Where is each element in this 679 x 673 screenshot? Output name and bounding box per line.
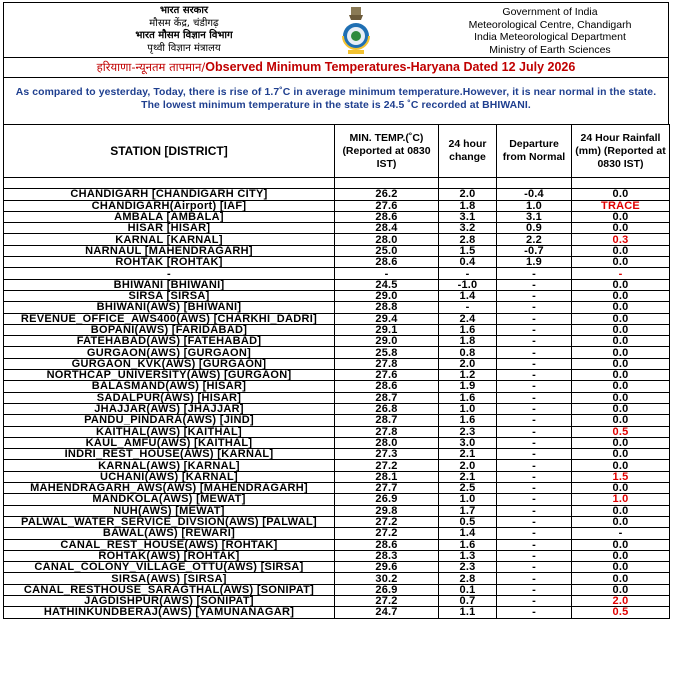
imd-emblem-icon (339, 6, 373, 56)
departure-cell: 3.1 (497, 211, 572, 222)
departure-cell: -0.7 (497, 245, 572, 256)
min-temp-cell: 27.2 (335, 595, 439, 606)
change-cell: -1.0 (439, 279, 497, 290)
table-row (4, 449, 670, 460)
min-temp-cell: 27.8 (335, 358, 439, 369)
table-row (4, 528, 670, 539)
change-cell: 1.7 (439, 505, 497, 516)
station-cell: GURGAON_KVK(AWS) [GURGAON] (4, 358, 335, 369)
change-cell: 2.5 (439, 483, 497, 494)
min-temp-cell: 26.9 (335, 494, 439, 505)
station-cell: HATHINKUNDBERAJ(AWS) [YAMUNANAGAR] (4, 607, 335, 618)
min-temp-cell: 28.3 (335, 550, 439, 561)
rainfall-cell: 0.0 (572, 403, 670, 414)
table-row (4, 562, 670, 573)
table-row (4, 426, 670, 437)
change-cell: 3.0 (439, 437, 497, 448)
table-row (4, 245, 670, 256)
min-temp-cell: 27.6 (335, 200, 439, 211)
change-cell: 2.8 (439, 234, 497, 245)
min-temp-cell: 25.0 (335, 245, 439, 256)
change-cell: 1.9 (439, 381, 497, 392)
change-cell: 2.0 (439, 460, 497, 471)
station-cell: JAGDISHPUR(AWS) [SONIPAT] (4, 595, 335, 606)
station-cell: KAITHAL(AWS) [KAITHAL] (4, 426, 335, 437)
table-row (4, 290, 670, 301)
rainfall-cell: 0.0 (572, 313, 670, 324)
departure-cell: - (497, 516, 572, 527)
station-cell: SADALPUR(AWS) [HISAR] (4, 392, 335, 403)
change-cell: 1.2 (439, 370, 497, 381)
temperature-table (3, 124, 670, 619)
header-english-line: India Meteorological Department (474, 31, 626, 44)
min-temp-cell: 28.6 (335, 211, 439, 222)
change-cell: 0.5 (439, 516, 497, 527)
departure-cell: 2.2 (497, 234, 572, 245)
header-hindi (99, 5, 269, 55)
min-temp-cell: 30.2 (335, 573, 439, 584)
table-row (4, 200, 670, 211)
rainfall-cell: 0.0 (572, 257, 670, 268)
min-temp-cell: 27.3 (335, 449, 439, 460)
station-cell: ROHTAK(AWS) [ROHTAK] (4, 550, 335, 561)
change-cell: 2.0 (439, 358, 497, 369)
spacer-row (4, 178, 670, 189)
departure-cell: - (497, 302, 572, 313)
rainfall-cell: 0.0 (572, 347, 670, 358)
rainfall-cell: 0.0 (572, 437, 670, 448)
station-cell: BHIWANI(AWS) [BHIWANI] (4, 302, 335, 313)
departure-cell: -0.4 (497, 189, 572, 200)
change-cell: 0.4 (439, 257, 497, 268)
departure-cell: - (497, 550, 572, 561)
station-cell: JHAJJAR(AWS) [JHAJJAR] (4, 403, 335, 414)
header-hindi-line: भारत सरकार (159, 5, 209, 16)
table-body (4, 178, 670, 619)
table-row (4, 550, 670, 561)
change-cell: 1.5 (439, 245, 497, 256)
table-row (4, 494, 670, 505)
min-temp-cell: - (335, 268, 439, 279)
change-cell: 0.8 (439, 347, 497, 358)
station-cell: - (4, 268, 335, 279)
station-cell: BALASMAND(AWS) [HISAR] (4, 381, 335, 392)
min-temp-cell: 28.0 (335, 437, 439, 448)
change-cell: 2.3 (439, 562, 497, 573)
departure-cell: - (497, 539, 572, 550)
table-row (4, 257, 670, 268)
departure-cell: - (497, 403, 572, 414)
station-cell: SIRSA [SIRSA] (4, 290, 335, 301)
departure-cell: 1.0 (497, 200, 572, 211)
col-rainfall-header: 24 Hour Rainfall (mm) (Reported at 0830 IST) (572, 125, 670, 178)
departure-cell: - (497, 381, 572, 392)
departure-cell: - (497, 336, 572, 347)
rainfall-cell: 0.0 (572, 324, 670, 335)
min-temp-cell: 29.6 (335, 562, 439, 573)
table-row (4, 573, 670, 584)
rainfall-cell: - (572, 528, 670, 539)
station-cell: NORTHCAP_UNIVERSITY(AWS) [GURGAON] (4, 370, 335, 381)
departure-cell: - (497, 607, 572, 618)
table-row (4, 584, 670, 595)
rainfall-cell: 0.0 (572, 392, 670, 403)
departure-cell: - (497, 437, 572, 448)
min-temp-cell: 28.0 (335, 234, 439, 245)
title-english: Observed Minimum Temperatures-Haryana Dated 12 July 2026 (205, 60, 576, 74)
min-temp-cell: 27.7 (335, 483, 439, 494)
departure-cell: - (497, 290, 572, 301)
station-cell: BOPANI(AWS) [FARIDABAD] (4, 324, 335, 335)
min-temp-cell: 27.2 (335, 460, 439, 471)
table-row (4, 403, 670, 414)
change-cell: 1.0 (439, 494, 497, 505)
rainfall-cell: 0.5 (572, 426, 670, 437)
change-cell: 1.4 (439, 290, 497, 301)
change-cell: 1.8 (439, 336, 497, 347)
departure-cell: 0.9 (497, 223, 572, 234)
table-row (4, 505, 670, 516)
station-cell: CANAL_REST_HOUSE(AWS) [ROHTAK] (4, 539, 335, 550)
min-temp-cell: 27.8 (335, 426, 439, 437)
departure-cell: - (497, 471, 572, 482)
rainfall-cell: 0.0 (572, 302, 670, 313)
departure-cell: - (497, 313, 572, 324)
rainfall-cell: 0.0 (572, 516, 670, 527)
rainfall-cell: 0.0 (572, 290, 670, 301)
change-cell: 2.0 (439, 189, 497, 200)
departure-cell: - (497, 392, 572, 403)
min-temp-cell: 29.1 (335, 324, 439, 335)
rainfall-cell: 0.0 (572, 539, 670, 550)
station-cell: KAUL_AMFU(AWS) [KAITHAL] (4, 437, 335, 448)
station-cell: MANDKOLA(AWS) [MEWAT] (4, 494, 335, 505)
table-row (4, 483, 670, 494)
station-cell: UCHANI(AWS) [KARNAL] (4, 471, 335, 482)
departure-cell: - (497, 268, 572, 279)
header-hindi-line: पृथ्वी विज्ञान मंत्रालय (147, 42, 221, 54)
departure-cell: - (497, 562, 572, 573)
station-cell: PANDU_PINDARA(AWS) [JIND] (4, 415, 335, 426)
station-cell: BAWAL(AWS) [REWARI] (4, 528, 335, 539)
col-change-header: 24 hour change (439, 125, 497, 178)
departure-cell: - (497, 460, 572, 471)
departure-cell: - (497, 279, 572, 290)
change-cell: 1.3 (439, 550, 497, 561)
table-row (4, 223, 670, 234)
col-min-temp-header: MIN. TEMP.(˚C) (Reported at 0830 IST) (335, 125, 439, 178)
report-title (3, 58, 669, 78)
table-row (4, 234, 670, 245)
min-temp-cell: 27.2 (335, 528, 439, 539)
header-english-line: Government of India (502, 6, 598, 18)
departure-cell: - (497, 358, 572, 369)
station-cell: CHANDIGARH(Airport) [IAF] (4, 200, 335, 211)
min-temp-cell: 28.4 (335, 223, 439, 234)
min-temp-cell: 24.7 (335, 607, 439, 618)
change-cell: 2.8 (439, 573, 497, 584)
min-temp-cell: 24.5 (335, 279, 439, 290)
station-cell: AMBALA [AMBALA] (4, 211, 335, 222)
table-row (4, 595, 670, 606)
table-row (4, 302, 670, 313)
table-row (4, 268, 670, 279)
header-hindi-line: मौसम केंद्र, चंडीगढ़ (149, 17, 219, 29)
departure-cell: - (497, 584, 572, 595)
table-row (4, 381, 670, 392)
min-temp-cell: 28.1 (335, 471, 439, 482)
min-temp-cell: 28.6 (335, 539, 439, 550)
rainfall-cell: 0.0 (572, 279, 670, 290)
header-english (440, 6, 660, 56)
station-cell: CANAL_COLONY_VILLAGE_OTTU(AWS) [SIRSA] (4, 562, 335, 573)
table-row (4, 279, 670, 290)
station-cell: ROHTAK [ROHTAK] (4, 257, 335, 268)
station-cell: BHIWANI [BHIWANI] (4, 279, 335, 290)
table-row (4, 211, 670, 222)
change-cell: 1.1 (439, 607, 497, 618)
departure-cell: - (497, 449, 572, 460)
departure-cell: - (497, 347, 572, 358)
change-cell: 1.6 (439, 415, 497, 426)
col-departure-header: Departure from Normal (497, 125, 572, 178)
rainfall-cell: - (572, 268, 670, 279)
change-cell: 1.6 (439, 324, 497, 335)
report-header (3, 2, 669, 58)
min-temp-cell: 27.6 (335, 370, 439, 381)
table-row (4, 189, 670, 200)
departure-cell: - (497, 595, 572, 606)
table-row (4, 370, 670, 381)
rainfall-cell: 0.0 (572, 449, 670, 460)
change-cell: 1.6 (439, 539, 497, 550)
rainfall-cell: 0.0 (572, 483, 670, 494)
departure-cell: - (497, 483, 572, 494)
rainfall-cell: 0.0 (572, 550, 670, 561)
change-cell: 2.3 (439, 426, 497, 437)
table-row (4, 324, 670, 335)
rainfall-cell: 0.3 (572, 234, 670, 245)
min-temp-cell: 28.7 (335, 392, 439, 403)
change-cell: 1.8 (439, 200, 497, 211)
rainfall-cell: 0.0 (572, 211, 670, 222)
table-row (4, 516, 670, 527)
table-row (4, 471, 670, 482)
departure-cell: - (497, 426, 572, 437)
rainfall-cell: 0.0 (572, 370, 670, 381)
table-row (4, 336, 670, 347)
table-row (4, 437, 670, 448)
change-cell: 2.1 (439, 449, 497, 460)
min-temp-cell: 28.7 (335, 415, 439, 426)
table-row (4, 539, 670, 550)
change-cell: - (439, 302, 497, 313)
table-row (4, 415, 670, 426)
station-cell: HISAR [HISAR] (4, 223, 335, 234)
rainfall-cell: 2.0 (572, 595, 670, 606)
table-row (4, 392, 670, 403)
station-cell: CANAL_RESTHOUSE_SARAGTHAL(AWS) [SONIPAT] (4, 584, 335, 595)
min-temp-cell: 28.6 (335, 257, 439, 268)
rainfall-cell: 0.0 (572, 415, 670, 426)
change-cell: - (439, 268, 497, 279)
departure-cell: - (497, 415, 572, 426)
rainfall-cell: 0.0 (572, 460, 670, 471)
station-cell: KARNAL [KARNAL] (4, 234, 335, 245)
departure-cell: - (497, 528, 572, 539)
departure-cell: - (497, 370, 572, 381)
col-station-header: STATION [DISTRICT] (4, 125, 335, 178)
change-cell: 2.4 (439, 313, 497, 324)
rainfall-cell: 0.0 (572, 223, 670, 234)
station-cell: CHANDIGARH [CHANDIGARH CITY] (4, 189, 335, 200)
summary-text: As compared to yesterday, Today, there is rise of 1.7˚C in average minimum temperature.However, it is near normal in the state. The lowest minimum temperature in the state is 24.5 ˚C recorded at BHIWANI. (3, 78, 669, 125)
rainfall-cell: 0.0 (572, 336, 670, 347)
table-row (4, 607, 670, 618)
min-temp-cell: 27.2 (335, 516, 439, 527)
rainfall-cell: 0.0 (572, 189, 670, 200)
rainfall-cell: 0.0 (572, 358, 670, 369)
station-cell: KARNAL(AWS) [KARNAL] (4, 460, 335, 471)
min-temp-cell: 28.6 (335, 381, 439, 392)
change-cell: 0.1 (439, 584, 497, 595)
rainfall-cell: 1.0 (572, 494, 670, 505)
header-english-line: Ministry of Earth Sciences (489, 43, 611, 56)
change-cell: 1.6 (439, 392, 497, 403)
header-hindi-line: भारत मौसम विज्ञान विभाग (135, 30, 233, 41)
change-cell: 0.7 (439, 595, 497, 606)
header-english-line: Meteorological Centre, Chandigarh (468, 18, 632, 31)
rainfall-cell: 1.5 (572, 471, 670, 482)
min-temp-cell: 25.8 (335, 347, 439, 358)
station-cell: PALWAL_WATER_SERVICE_DIVSION(AWS) [PALWAL] (4, 516, 335, 527)
rainfall-cell: 0.0 (572, 573, 670, 584)
rainfall-cell: 0.0 (572, 381, 670, 392)
min-temp-cell: 28.8 (335, 302, 439, 313)
departure-cell: - (497, 324, 572, 335)
table-header-row (4, 125, 670, 178)
title-hindi: हरियाणा-न्यूनतम तापमान/ (96, 60, 206, 74)
station-cell: SIRSA(AWS) [SIRSA] (4, 573, 335, 584)
rainfall-cell: 0.0 (572, 584, 670, 595)
table-row (4, 347, 670, 358)
min-temp-cell: 26.2 (335, 189, 439, 200)
station-cell: INDRI_REST_HOUSE(AWS) [KARNAL] (4, 449, 335, 460)
table-row (4, 460, 670, 471)
departure-cell: - (497, 494, 572, 505)
departure-cell: 1.9 (497, 257, 572, 268)
min-temp-cell: 29.4 (335, 313, 439, 324)
min-temp-cell: 29.0 (335, 290, 439, 301)
rainfall-cell: 0.5 (572, 607, 670, 618)
change-cell: 3.1 (439, 211, 497, 222)
min-temp-cell: 29.8 (335, 505, 439, 516)
rainfall-cell: 0.0 (572, 245, 670, 256)
change-cell: 3.2 (439, 223, 497, 234)
rainfall-cell: 0.0 (572, 562, 670, 573)
table-row (4, 313, 670, 324)
station-cell: NARNAUL [MAHENDRAGARH] (4, 245, 335, 256)
station-cell: GURGAON(AWS) [GURGAON] (4, 347, 335, 358)
rainfall-cell: 0.0 (572, 505, 670, 516)
change-cell: 2.1 (439, 471, 497, 482)
change-cell: 1.0 (439, 403, 497, 414)
change-cell: 1.4 (439, 528, 497, 539)
departure-cell: - (497, 573, 572, 584)
min-temp-cell: 26.9 (335, 584, 439, 595)
station-cell: REVENUE_OFFICE_AWS400(AWS) [CHARKHI_DADRI] (4, 313, 335, 324)
rainfall-cell: TRACE (572, 200, 670, 211)
min-temp-cell: 26.8 (335, 403, 439, 414)
station-cell: FATEHABAD(AWS) [FATEHABAD] (4, 336, 335, 347)
departure-cell: - (497, 505, 572, 516)
station-cell: NUH(AWS) [MEWAT] (4, 505, 335, 516)
station-cell: MAHENDRAGARH_AWS(AWS) [MAHENDRAGARH] (4, 483, 335, 494)
min-temp-cell: 29.0 (335, 336, 439, 347)
table-row (4, 358, 670, 369)
